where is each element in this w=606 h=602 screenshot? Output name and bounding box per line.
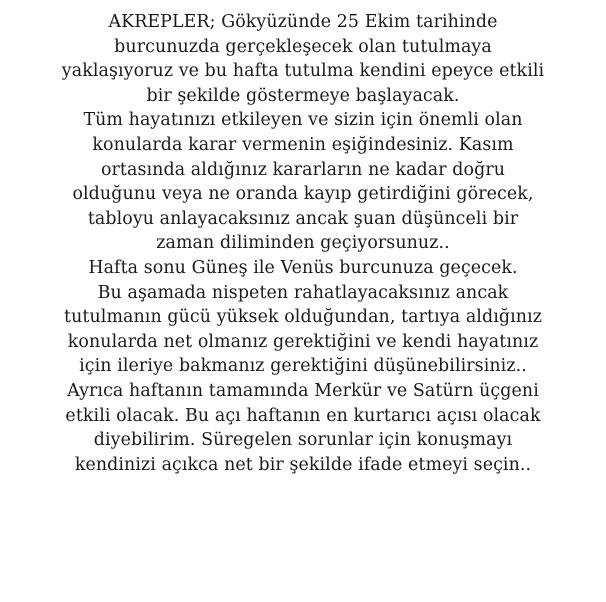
text-line: etkili olacak. Bu açı haftanın en kurtarıcı açısı olacak [65, 405, 541, 426]
text-line: AKREPLER; Gökyüzünde 25 Ekim tarihinde [108, 12, 498, 32]
text-line: ortasında aldığınız kararların ne kadar doğru [100, 159, 506, 180]
text-line: Bu aşamada nispeten rahatlayacaksınız ancak [97, 282, 509, 303]
text-line: tabloyu anlayacaksınız ancak şuan düşünceli bir [87, 208, 519, 229]
text-line: için ileriye bakmanız gerektiğini düşünebilirsiniz.. [79, 356, 527, 377]
text-line: zaman diliminden geçiyorsunuz.. [156, 233, 450, 254]
text-line: Ayrıca haftanın tamamında Merkür ve Satürn üçgeni [67, 380, 539, 401]
text-line: yaklaşıyoruz ve bu hafta tutulma kendini epeyce etkili [61, 61, 545, 82]
text-line: burcunuzda gerçekleşecek olan tutulmaya [114, 36, 492, 57]
text-line: bir şekilde göstermeye başlayacak. [146, 85, 460, 106]
text-line: Hafta sonu Güneş ile Venüs burcunuza geçecek. [88, 257, 518, 278]
text-line: diyebilirim. Süregelen sorunlar için konuşmayı [93, 430, 513, 451]
text-line: Tüm hayatınızı etkileyen ve sizin için önemli olan [83, 110, 523, 131]
text-line: olduğunu veya ne oranda kayıp getirdiğini görecek, [72, 184, 534, 205]
text-line: kendinizi açıkca net bir şekilde ifade etmeyi seçin.. [74, 454, 532, 475]
text-line: tutulmanın gücü yüksek olduğundan, tartıya aldığınız [64, 307, 542, 328]
text-line: konularda karar vermenin eşiğindesiniz. Kasım [92, 134, 514, 155]
horoscope-text [0, 10, 606, 477]
text-line: konularda net olmanız gerektiğini ve kendi hayatınız [67, 331, 539, 352]
